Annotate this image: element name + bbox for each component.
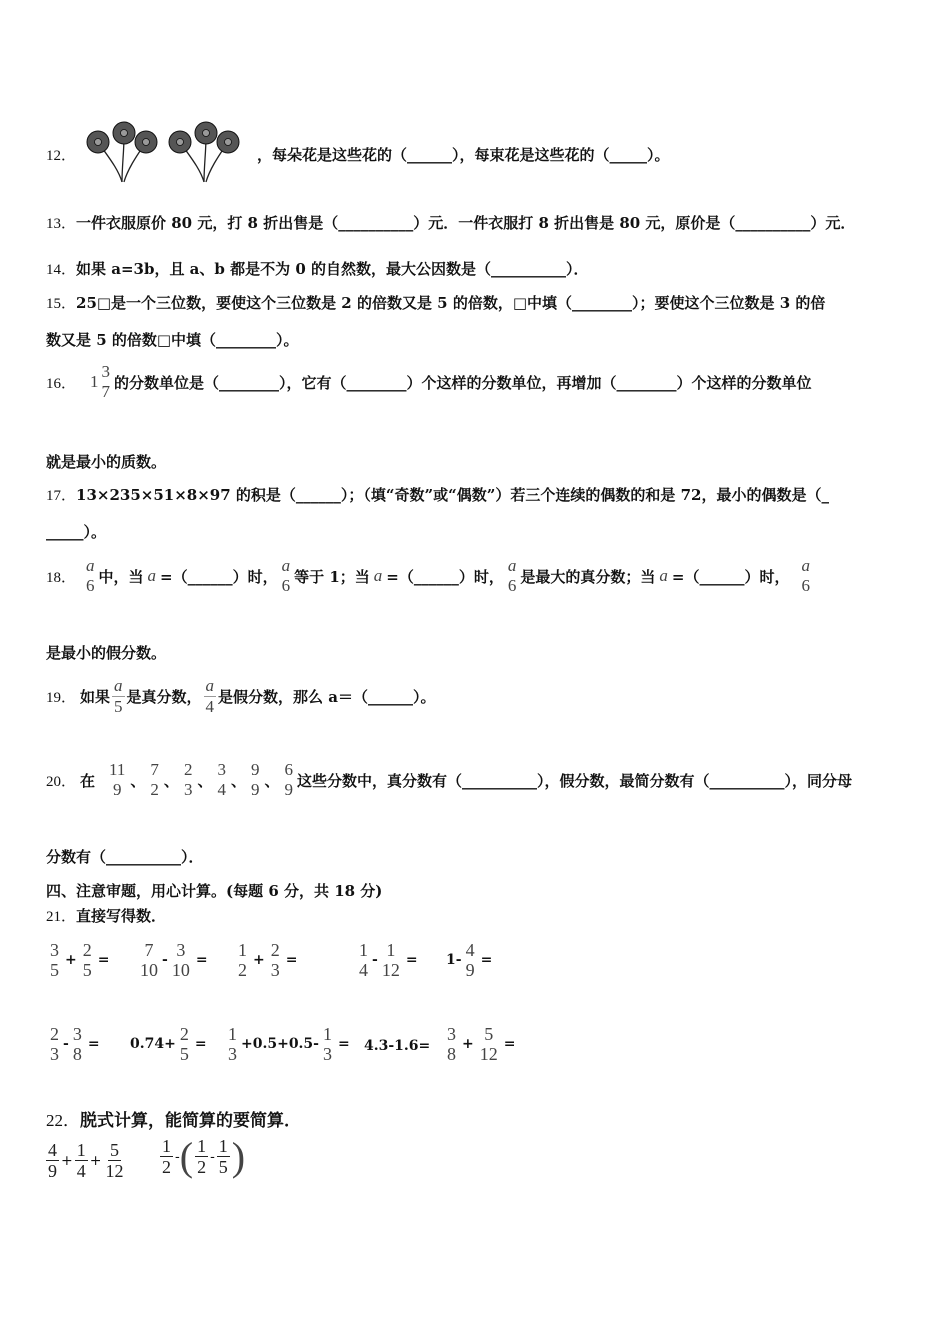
calc-expression: 3 8 + 5 12 = bbox=[447, 1024, 516, 1064]
separator: 、 bbox=[163, 771, 179, 790]
separator: 、 bbox=[264, 771, 280, 790]
question-text: 13×235×51×8×97 的积是（______）；（填“奇数”或“偶数”）若三个连续的偶数的和是 72，最小的偶数是（_ bbox=[76, 486, 829, 504]
separator: 、 bbox=[197, 771, 213, 790]
question-14 bbox=[46, 258, 589, 279]
question-number: 19． bbox=[46, 690, 77, 706]
calc-expression: 2 3 - 3 8 = bbox=[50, 1024, 100, 1064]
fraction-a-over-6: a 6 bbox=[507, 556, 517, 595]
question-text: 如果 a=3b，且 a、b 都是不为 0 的自然数，最大公因数是（__________）． bbox=[76, 260, 589, 278]
question-16 bbox=[46, 362, 812, 402]
fraction-a-over-5: $\frac{a}{5}$ bbox=[114, 676, 123, 716]
question-17-continued bbox=[46, 521, 106, 542]
question-18: 18． a 6 中，当 a =（______）时， a 6 等于 1；当 a =（______）时， a 6 是最大的真分数；当 a =（______）时， a 6 bbox=[46, 556, 810, 595]
question-text: _____）。 bbox=[46, 523, 107, 541]
question-text: 是最小的假分数。 bbox=[46, 644, 167, 662]
variable-a: a bbox=[659, 566, 668, 585]
fraction: 2 3 bbox=[183, 760, 193, 799]
question-18-continued bbox=[46, 642, 166, 663]
calc-expression: 1 3 +0.5+0.5- 1 3 = bbox=[228, 1024, 350, 1064]
question-text: 数又是 5 的倍数□中填（________）。 bbox=[46, 331, 299, 349]
fraction: 7 2 bbox=[150, 760, 159, 799]
question-text: 25□是一个三位数，要使这个三位数是 2 的倍数又是 5 的倍数，□中填（________）；要使这个三位数是 3 的倍 bbox=[76, 294, 826, 312]
question-20-continued bbox=[46, 846, 204, 867]
fraction bbox=[100, 362, 113, 402]
question-21 bbox=[46, 905, 166, 926]
question-text: 分数有（__________）． bbox=[46, 848, 204, 866]
numerator: 3 bbox=[101, 362, 111, 381]
whole-part: 1 bbox=[90, 372, 99, 391]
calc-expression: $\frac{4}{9}$ + $\frac{1}{4}$ + $\frac{5}{12}$ bbox=[48, 1140, 124, 1181]
fraction: 11 9 bbox=[109, 760, 126, 799]
fraction-list bbox=[105, 760, 297, 800]
question-number: 15． bbox=[46, 296, 77, 312]
fraction: 9 9 bbox=[250, 760, 260, 799]
variable-a: a bbox=[373, 566, 383, 585]
question-20: 20． 在 11 9 、 7 2 、 2 3 、 3 4 、 9 9 、 6 9 这些分数中，真分数有（__________），假分数，最简分数有（__________），同分母 bbox=[46, 760, 852, 799]
question-number: 16． bbox=[46, 375, 77, 392]
calc-expression: 7 10 - 3 10 = bbox=[140, 940, 208, 980]
fraction: 6 9 bbox=[284, 760, 293, 799]
question-text: ，每朵花是这些花的（______），每束花是这些花的（_____）。 bbox=[257, 145, 670, 164]
section-heading: 四、注意审题，用心计算。(每题 6 分，共 18 分) bbox=[46, 882, 383, 900]
question-number: 20． bbox=[46, 773, 77, 790]
calc-expression: 4.3-1.6= bbox=[364, 1038, 431, 1054]
question-number: 12． bbox=[46, 147, 77, 164]
fraction: 3 4 bbox=[217, 760, 226, 799]
question-22 bbox=[46, 1106, 301, 1131]
calc-expression: 1 2 + 2 3 = bbox=[238, 940, 298, 980]
question-16-continued bbox=[46, 451, 166, 472]
question-15 bbox=[46, 292, 825, 313]
calc-expression: 1- 4 9 = bbox=[446, 940, 493, 980]
fraction-a-over-6: a 6 bbox=[86, 556, 95, 595]
fraction-a-over-6: a 6 bbox=[281, 556, 291, 595]
separator: 、 bbox=[130, 771, 146, 790]
variable-a: a bbox=[147, 566, 157, 585]
calc-expression: 0.74+ 2 5 = bbox=[130, 1024, 207, 1064]
question-number: 21． bbox=[46, 909, 77, 925]
calc-expression: $\frac{1}{2}$ - ( $\frac{1}{2}$ - $\frac{1}{5}$ ) bbox=[162, 1133, 246, 1179]
question-17 bbox=[46, 484, 829, 505]
mixed-number bbox=[90, 362, 114, 402]
question-number: 22． bbox=[46, 1111, 80, 1130]
question-19: 19． 如果 $\frac{a}{5}$ 是真分数， $\frac{a}{4}$ 是假分数，那么 a＝（______）。 bbox=[46, 676, 436, 716]
question-number: 17． bbox=[46, 488, 77, 504]
question-text: 就是最小的质数。 bbox=[46, 453, 167, 471]
calc-expression: 3 5 + 2 5 = bbox=[50, 940, 110, 980]
calc-expression: 1 4 - 1 12 = bbox=[359, 940, 418, 980]
question-text: 脱式计算，能简算的要简算． bbox=[80, 1111, 301, 1131]
flower-bouquets-icon bbox=[84, 118, 249, 186]
separator: 、 bbox=[230, 771, 246, 790]
fraction-a-over-4: $\frac{a}{4}$ bbox=[205, 676, 215, 716]
flower-bouquet-image bbox=[84, 118, 249, 190]
fraction-a-over-6: a 6 bbox=[801, 556, 810, 595]
question-15-continued bbox=[46, 329, 299, 350]
question-text: 一件衣服原价 80 元，打 8 折出售是（__________）元．一件衣服打 8 折出售是 80 元，原价是（__________）元． bbox=[76, 214, 856, 232]
question-number: 14． bbox=[46, 262, 77, 278]
question-text: 直接写得数． bbox=[76, 907, 167, 925]
question-13 bbox=[46, 212, 855, 233]
denominator: 7 bbox=[101, 382, 111, 401]
question-number: 18． bbox=[46, 569, 77, 586]
question-12 bbox=[46, 118, 670, 190]
question-number: 13． bbox=[46, 216, 77, 232]
question-text: 的分数单位是（________），它有（________）个这样的分数单位，再增加（________）个这样的分数单位 bbox=[114, 373, 812, 392]
